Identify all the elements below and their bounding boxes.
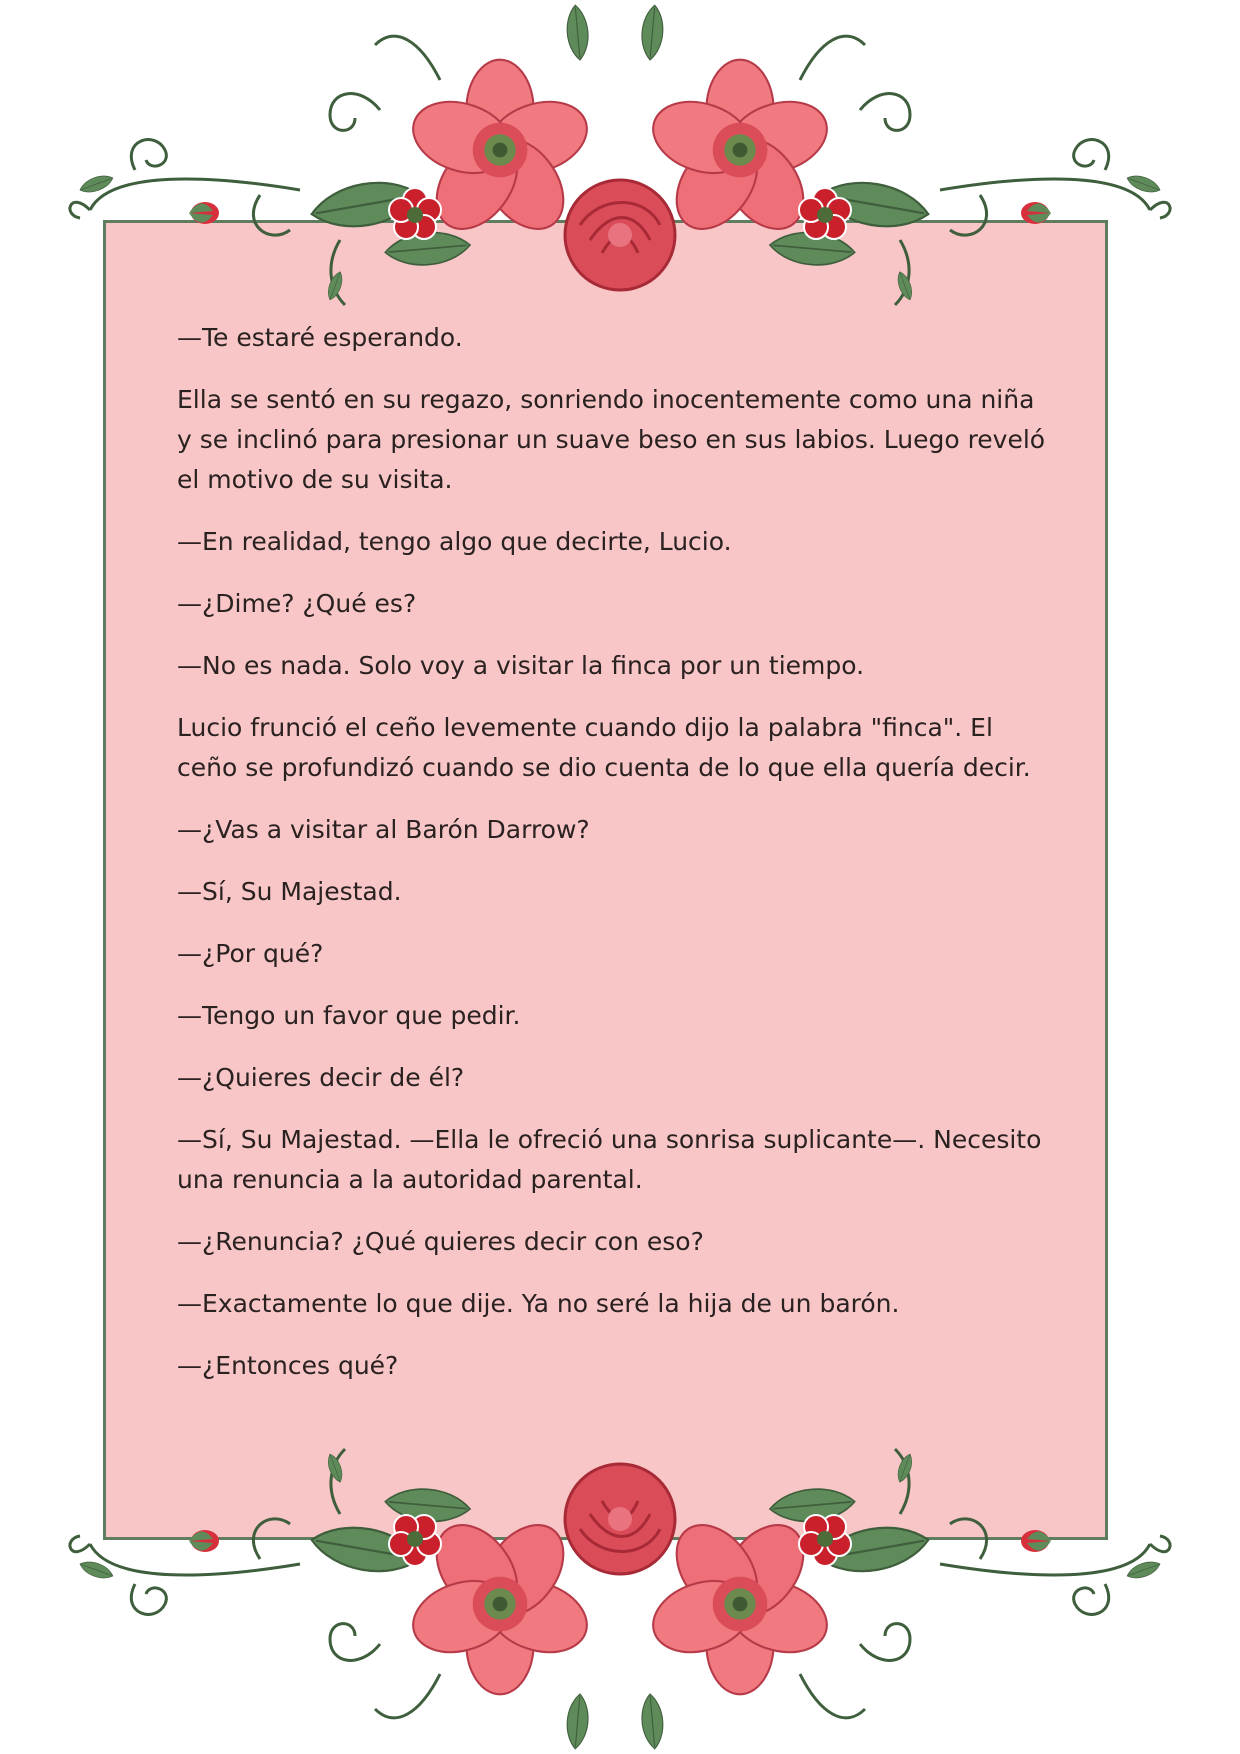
story-text bbox=[177, 318, 1057, 1408]
floral-garland-bottom-icon bbox=[0, 1394, 1240, 1754]
story-paragraph: —¿Por qué? bbox=[177, 939, 324, 968]
story-paragraph: —¿Entonces qué? bbox=[177, 1351, 399, 1380]
story-paragraph: —Sí, Su Majestad. bbox=[177, 877, 402, 906]
story-paragraph: —En realidad, tengo algo que decirte, Lucio. bbox=[177, 527, 732, 556]
story-paragraph: —¿Renuncia? ¿Qué quieres decir con eso? bbox=[177, 1227, 704, 1256]
story-paragraph: —¿Vas a visitar al Barón Darrow? bbox=[177, 815, 590, 844]
story-paragraph: —No es nada. Solo voy a visitar la finca por un tiempo. bbox=[177, 651, 865, 680]
story-paragraph: —Te estaré esperando. bbox=[177, 323, 463, 352]
story-paragraph: —¿Quieres decir de él? bbox=[177, 1063, 465, 1092]
story-paragraph: —Exactamente lo que dije. Ya no seré la hija de un barón. bbox=[177, 1289, 900, 1318]
story-paragraph: —Sí, Su Majestad. —Ella le ofreció una sonrisa suplicante—. Necesito una renuncia a la autoridad parental. bbox=[177, 1125, 1042, 1194]
story-paragraph: —¿Dime? ¿Qué es? bbox=[177, 589, 417, 618]
floral-garland-top-icon bbox=[0, 0, 1240, 360]
story-paragraph: Ella se sentó en su regazo, sonriendo inocentemente como una niña y se inclinó para presionar un suave beso en sus labios. Luego reveló el motivo de su visita. bbox=[177, 385, 1046, 494]
story-paragraph: Lucio frunció el ceño levemente cuando dijo la palabra "finca". El ceño se profundizó cuando se dio cuenta de lo que ella quería decir. bbox=[177, 713, 1031, 782]
story-paragraph: —Tengo un favor que pedir. bbox=[177, 1001, 521, 1030]
